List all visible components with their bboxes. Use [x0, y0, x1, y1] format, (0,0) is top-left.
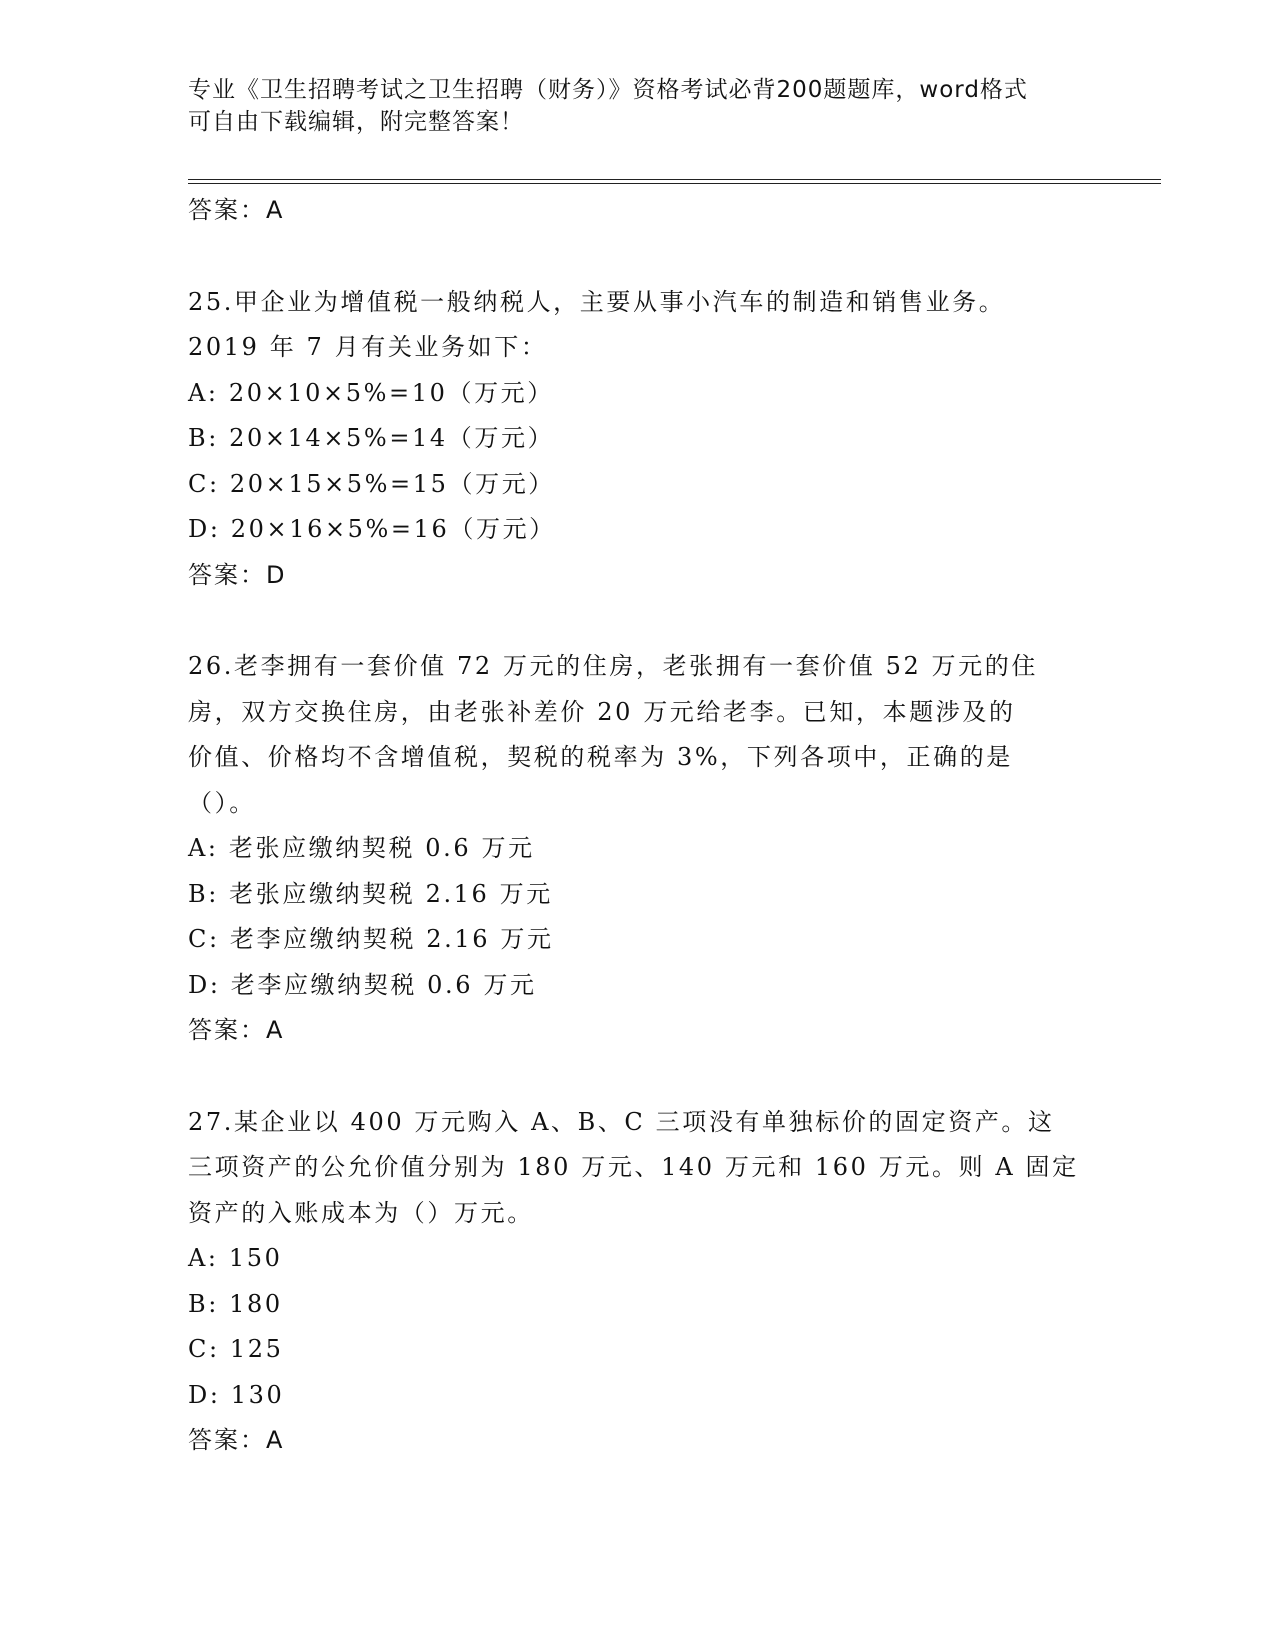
question-stem-line: 2019 年 7 月有关业务如下：	[188, 333, 548, 361]
header-line-1: 专业《卫生招聘考试之卫生招聘（财务）》资格考试必背200题题库，word格式	[188, 77, 1028, 103]
question-stem-line: 27.某企业以 400 万元购入 A、B、C 三项没有单独标价的固定资产。这	[188, 1107, 1055, 1136]
question-stem-line: 房，双方交换住房，由老张补差价 20 万元给老李。已知，本题涉及的	[188, 697, 1016, 726]
option-b: B: 180	[188, 1289, 283, 1318]
question-stem-line: （）。	[188, 788, 256, 817]
question-stem-line: 26.老李拥有一套价值 72 万元的住房，老张拥有一套价值 52 万元的住	[188, 652, 1038, 680]
option-b: B: 老张应缴纳契税 2.16 万元	[188, 879, 553, 908]
answer-24: 答案：A	[188, 196, 285, 224]
option-a: A: 20×10×5%=10（万元）	[188, 378, 554, 407]
option-c: C: 125	[188, 1335, 284, 1363]
header-line-2: 可自由下载编辑，附完整答案！	[188, 109, 524, 135]
answer-27: 答案：A	[188, 1426, 285, 1454]
question-25	[188, 280, 1088, 599]
header-rule-bottom	[188, 183, 1161, 184]
option-b: B: 20×14×5%=14（万元）	[188, 424, 555, 452]
option-c: C: 20×15×5%=15（万元）	[188, 469, 555, 498]
spacer	[188, 598, 1088, 644]
option-d: D: 老李应缴纳契税 0.6 万元	[188, 970, 537, 999]
question-stem-line: 价值、价格均不含增值税，契税的税率为 3%，下列各项中，正确的是	[188, 743, 1013, 771]
header-rule-top	[188, 179, 1161, 180]
question-stem-line: 三项资产的公允价值分别为 180 万元、140 万元和 160 万元。则 A 固定	[188, 1153, 1079, 1181]
option-d: D: 20×16×5%=16（万元）	[188, 515, 556, 543]
question-stem-line: 资产的入账成本为（）万元。	[188, 1198, 534, 1227]
question-26	[188, 644, 1088, 1054]
answer-26: 答案：A	[188, 1016, 285, 1044]
spacer	[188, 234, 1088, 280]
spacer	[188, 1054, 1088, 1100]
option-a: A: 老张应缴纳契税 0.6 万元	[188, 834, 535, 862]
question-27	[188, 1100, 1088, 1464]
answer-25: 答案：D	[188, 560, 287, 589]
option-a: A: 150	[188, 1244, 283, 1272]
question-list	[188, 188, 1088, 1464]
question-stem-line: 25.甲企业为增值税一般纳税人，主要从事小汽车的制造和销售业务。	[188, 287, 1006, 316]
option-c: C: 老李应缴纳契税 2.16 万元	[188, 925, 554, 953]
option-d: D: 130	[188, 1380, 285, 1409]
document-header	[188, 74, 1068, 138]
